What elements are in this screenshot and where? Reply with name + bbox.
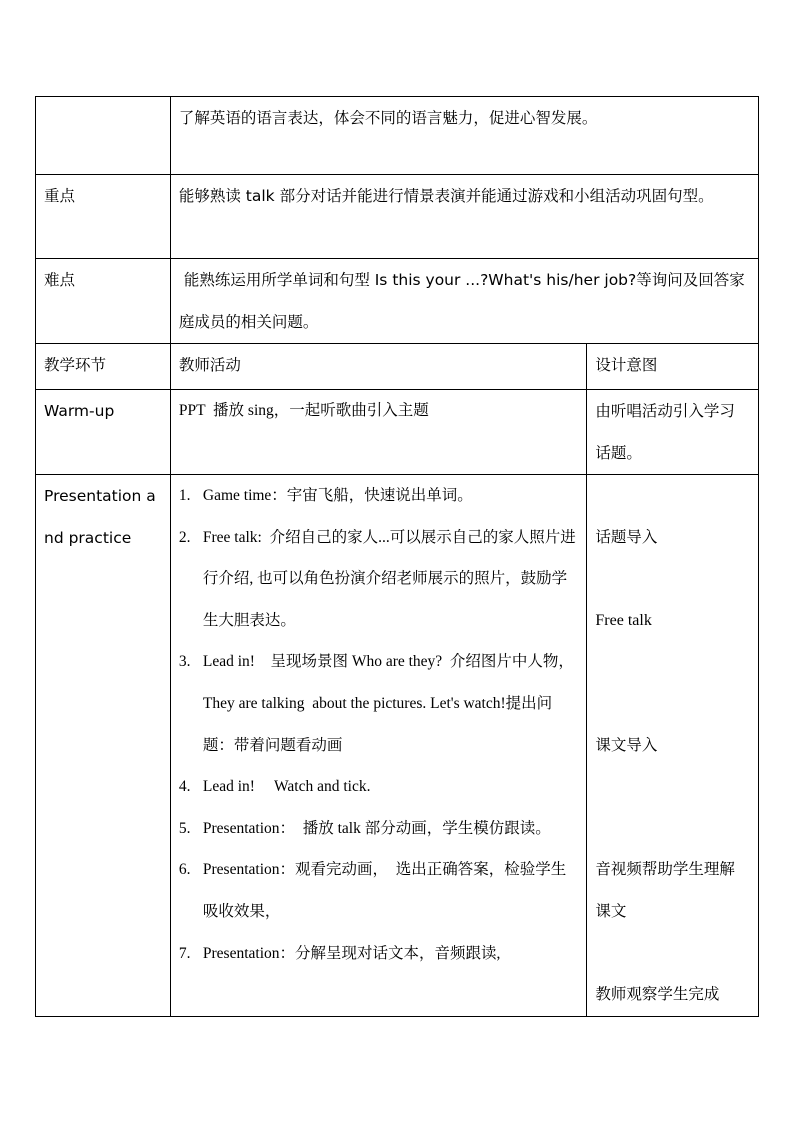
- presentation-intents: [587, 475, 759, 1017]
- table-row: [36, 390, 759, 475]
- intent-item: 教师观察学生完成: [595, 985, 720, 1004]
- list-item: 1. Game time：宇宙飞船，快速说出单词。: [178, 487, 473, 504]
- intent-item: 音视频帮助学生理解课文: [595, 860, 735, 920]
- warmup-activity: PPT 播放 sing，一起听歌曲引入主题: [170, 390, 587, 475]
- difficulties-cell: [170, 259, 758, 344]
- header-activity: 教师活动: [170, 344, 587, 390]
- objective-cell: [170, 97, 758, 175]
- key-points-label: 重点: [44, 187, 76, 205]
- warmup-stage: Warm-up: [36, 390, 171, 475]
- presentation-stage: Presentation and practice: [36, 475, 171, 1017]
- steps-list: [179, 475, 579, 974]
- header-intent: 设计意图: [587, 344, 759, 390]
- lesson-plan-table: [35, 96, 759, 1017]
- key-points-text: 能够熟读 talk 部分对话并能进行情景表演并能通过游戏和小组活动巩固句型。: [178, 187, 714, 205]
- key-points-cell: [170, 175, 758, 259]
- table-row: [36, 97, 759, 175]
- objective-text: 了解英语的语言表达，体会不同的语言魅力，促进心智发展。: [178, 109, 598, 127]
- table-row: [36, 259, 759, 344]
- table-row: [36, 475, 759, 1017]
- list-item: 4. Lead in! Watch and tick.: [178, 778, 371, 796]
- table-header-row: [36, 344, 759, 390]
- row-label: [36, 259, 171, 344]
- header-stage: 教学环节: [36, 344, 171, 390]
- table-row: [36, 175, 759, 259]
- warmup-intent: 由听唱活动引入学习话题。: [587, 390, 759, 475]
- difficulties-text: 能熟练运用所学单词和句型 Is this your ...?What's his/her job?等询问及回答家庭成员的相关问题。: [178, 271, 745, 331]
- intent-item: Free talk: [595, 611, 652, 629]
- list-item: 2. Free talk: 介绍自己的家人...可以展示自己的家人照片进行介绍, 也可以角色扮演介绍老师展示的照片，鼓励学生大胆表达。: [178, 528, 576, 629]
- presentation-activities: [170, 475, 587, 1017]
- intent-item: 课文导入: [595, 735, 658, 754]
- list-item: 6. Presentation：观看完动画， 选出正确答案，检验学生吸收效果，: [178, 861, 567, 920]
- list-item: 5. Presentation： 播放 talk 部分动画，学生模仿跟读。: [178, 819, 551, 837]
- list-item: 7. Presentation：分解呈现对话文本，音频跟读,: [178, 944, 501, 962]
- intent-item: 话题导入: [595, 527, 658, 546]
- difficulties-label: 难点: [44, 271, 76, 289]
- row-label: [36, 97, 171, 175]
- list-item: 3. Lead in! 呈现场景图 Who are they? 介绍图片中人物，They are talking about the pictures. Let's watch!提出问题：带着问题看动画: [178, 653, 574, 754]
- row-label: [36, 175, 171, 259]
